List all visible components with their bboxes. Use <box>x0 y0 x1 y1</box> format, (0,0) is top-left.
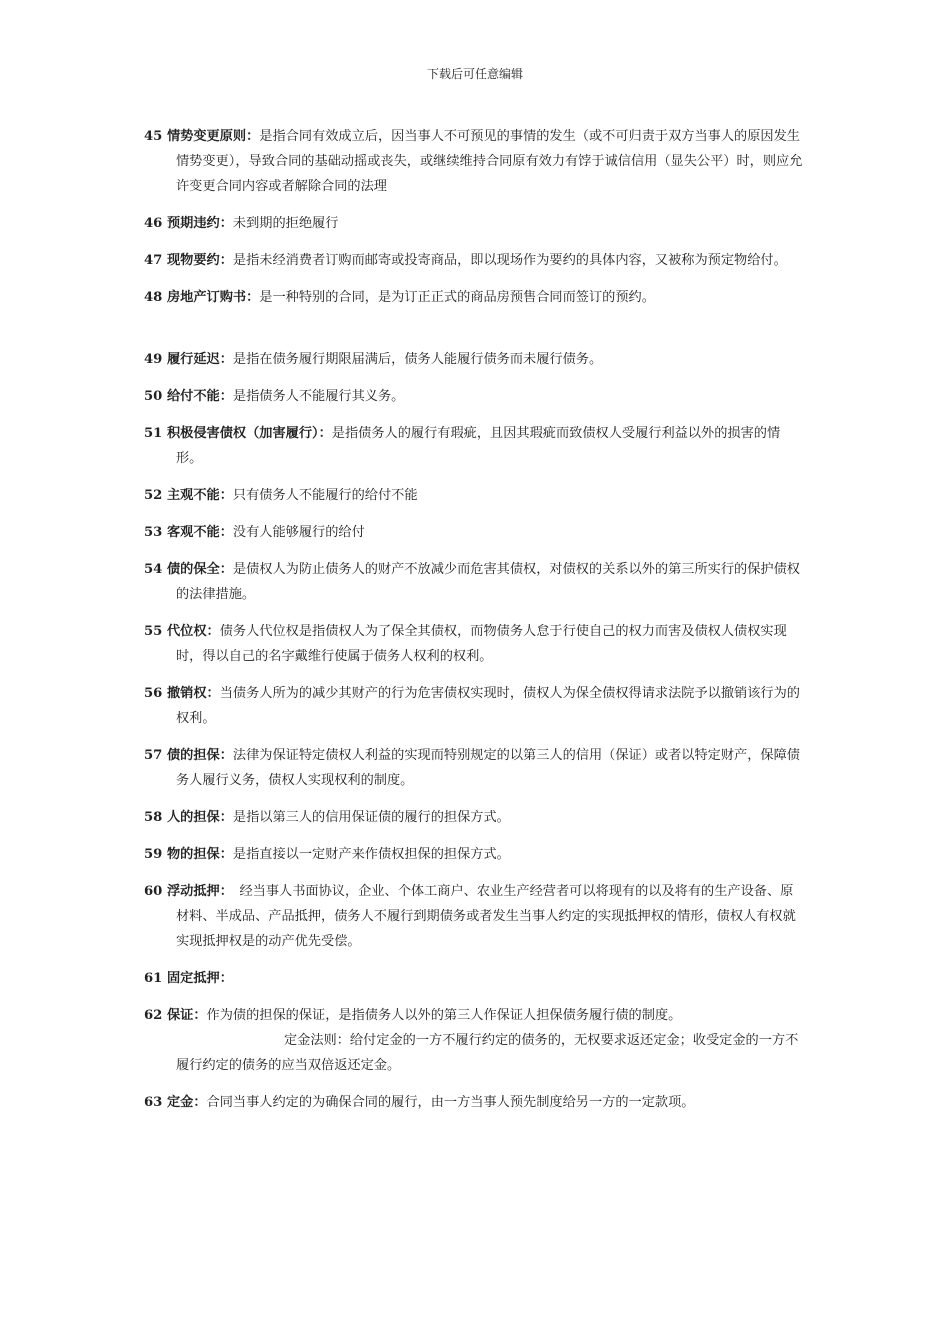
entry-48 <box>144 285 806 310</box>
entry-term: 49 履行延迟： <box>144 352 233 367</box>
entry-text: 是指债务人不能履行其义务。 <box>232 389 405 404</box>
entry-47 <box>144 248 806 273</box>
entry-59 <box>144 842 806 867</box>
entry-54 <box>144 557 806 607</box>
entry-term: 63 定金： <box>144 1095 207 1110</box>
entry-text: 是指以第三人的信用保证债的履行的担保方式。 <box>232 810 510 825</box>
entry-term: 60 浮动抵押： <box>144 884 227 899</box>
entry-term: 61 固定抵押： <box>144 971 233 986</box>
entry-61 <box>144 966 806 991</box>
entry-text: 合同当事人约定的为确保合同的履行，由一方当事人预先制度给另一方的一定款项。 <box>206 1095 695 1110</box>
entry-term: 53 客观不能： <box>144 525 233 540</box>
entry-term: 46 预期违约： <box>144 216 233 231</box>
page-header: 下载后可任意编辑 <box>426 67 523 81</box>
entry-56 <box>144 681 806 731</box>
entry-term: 62 保证： <box>144 1008 207 1023</box>
entry-57 <box>144 743 806 793</box>
entry-58 <box>144 805 806 830</box>
entry-term: 54 债的保全： <box>144 562 233 577</box>
entry-52 <box>144 483 806 508</box>
deposit-rule-paragraph: 定金法则：给付定金的一方不履行约定的债务的，无权要求返还定金；收受定金的一方不履行约定的债务的应当双倍返还定金。 <box>176 1033 799 1073</box>
entry-62 <box>144 1003 806 1028</box>
entry-text: 是债权人为防止债务人的财产不放减少而危害其债权，对债权的关系以外的第三所实行的保护债权的法律措施。 <box>176 562 800 602</box>
entry-text: 是指直接以一定财产来作债权担保的担保方式。 <box>232 847 510 862</box>
entry-53 <box>144 520 806 545</box>
entry-text: 债务人代位权是指债权人为了保全其债权，而物债务人怠于行使自己的权力而害及债权人债权实现时，得以自己的名字戴维行使属于债务人权利的权利。 <box>176 624 787 664</box>
entry-text: 是一种特别的合同，是为订正正式的商品房预售合同而签订的预约。 <box>259 290 655 305</box>
entry-45 <box>144 124 806 199</box>
document-body <box>144 124 806 1127</box>
entry-term: 45 情势变更原则： <box>144 129 260 144</box>
entry-text: 是指在债务履行期限届满后，债务人能履行债务而未履行债务。 <box>232 352 603 367</box>
entry-text: 只有债务人不能履行的给付不能 <box>232 488 418 503</box>
entry-text: 当债务人所为的减少其财产的行为危害债权实现时，债权人为保全债权得请求法院予以撤销该行为的权利。 <box>176 686 800 726</box>
entry-text: 经当事人书面协议，企业、个体工商户、农业生产经营者可以将现有的以及将有的生产设备、原材料、半成品、产品抵押，债务人不履行到期债务或者发生当事人约定的实现抵押权的情形，债权人有权就实现抵押权是的动产优先受偿。 <box>176 884 796 949</box>
entry-46 <box>144 211 806 236</box>
entry-50 <box>144 384 806 409</box>
entry-text: 是指合同有效成立后，因当事人不可预见的事情的发生（或不可归责于双方当事人的原因发生情势变更），导致合同的基础动摇或丧失，或继续维持合同原有效力有饽于诚信信用（显失公平）时，则应允许变更合同内容或者解除合同的法理 <box>176 129 803 194</box>
entry-text: 法律为保证特定债权人利益的实现而特别规定的以第三人的信用（保证）或者以特定财产，保障债务人履行义务，债权人实现权利的制度。 <box>176 748 800 788</box>
entry-term: 57 债的担保： <box>144 748 233 763</box>
entry-term: 59 物的担保： <box>144 847 233 862</box>
entry-51 <box>144 421 806 471</box>
entry-text: 作为债的担保的保证，是指债务人以外的第三人作保证人担保债务履行债的制度。 <box>206 1008 682 1023</box>
entry-term: 51 积极侵害债权（加害履行）： <box>144 426 332 441</box>
entry-term: 50 给付不能： <box>144 389 233 404</box>
entry-text: 未到期的拒绝履行 <box>232 216 339 231</box>
entry-60 <box>144 879 806 954</box>
entry-text: 没有人能够履行的给付 <box>232 525 365 540</box>
entry-text: 是指债务人的履行有瑕疵，且因其瑕疵而致债权人受履行利益以外的损害的情形。 <box>176 426 781 466</box>
entry-term: 48 房地产订购书： <box>144 290 260 305</box>
entry-term: 55 代位权： <box>144 624 220 639</box>
entry-term: 47 现物要约： <box>144 253 233 268</box>
entry-term: 52 主观不能： <box>144 488 233 503</box>
entry-55 <box>144 619 806 669</box>
entry-term: 58 人的担保： <box>144 810 233 825</box>
entry-term: 56 撤销权： <box>144 686 220 701</box>
entry-text: 是指未经消费者订购而邮寄或投寄商品，即以现场作为要约的具体内容，又被称为预定物给付。 <box>232 253 787 268</box>
entry-63 <box>144 1090 806 1115</box>
entry-49 <box>144 347 806 372</box>
